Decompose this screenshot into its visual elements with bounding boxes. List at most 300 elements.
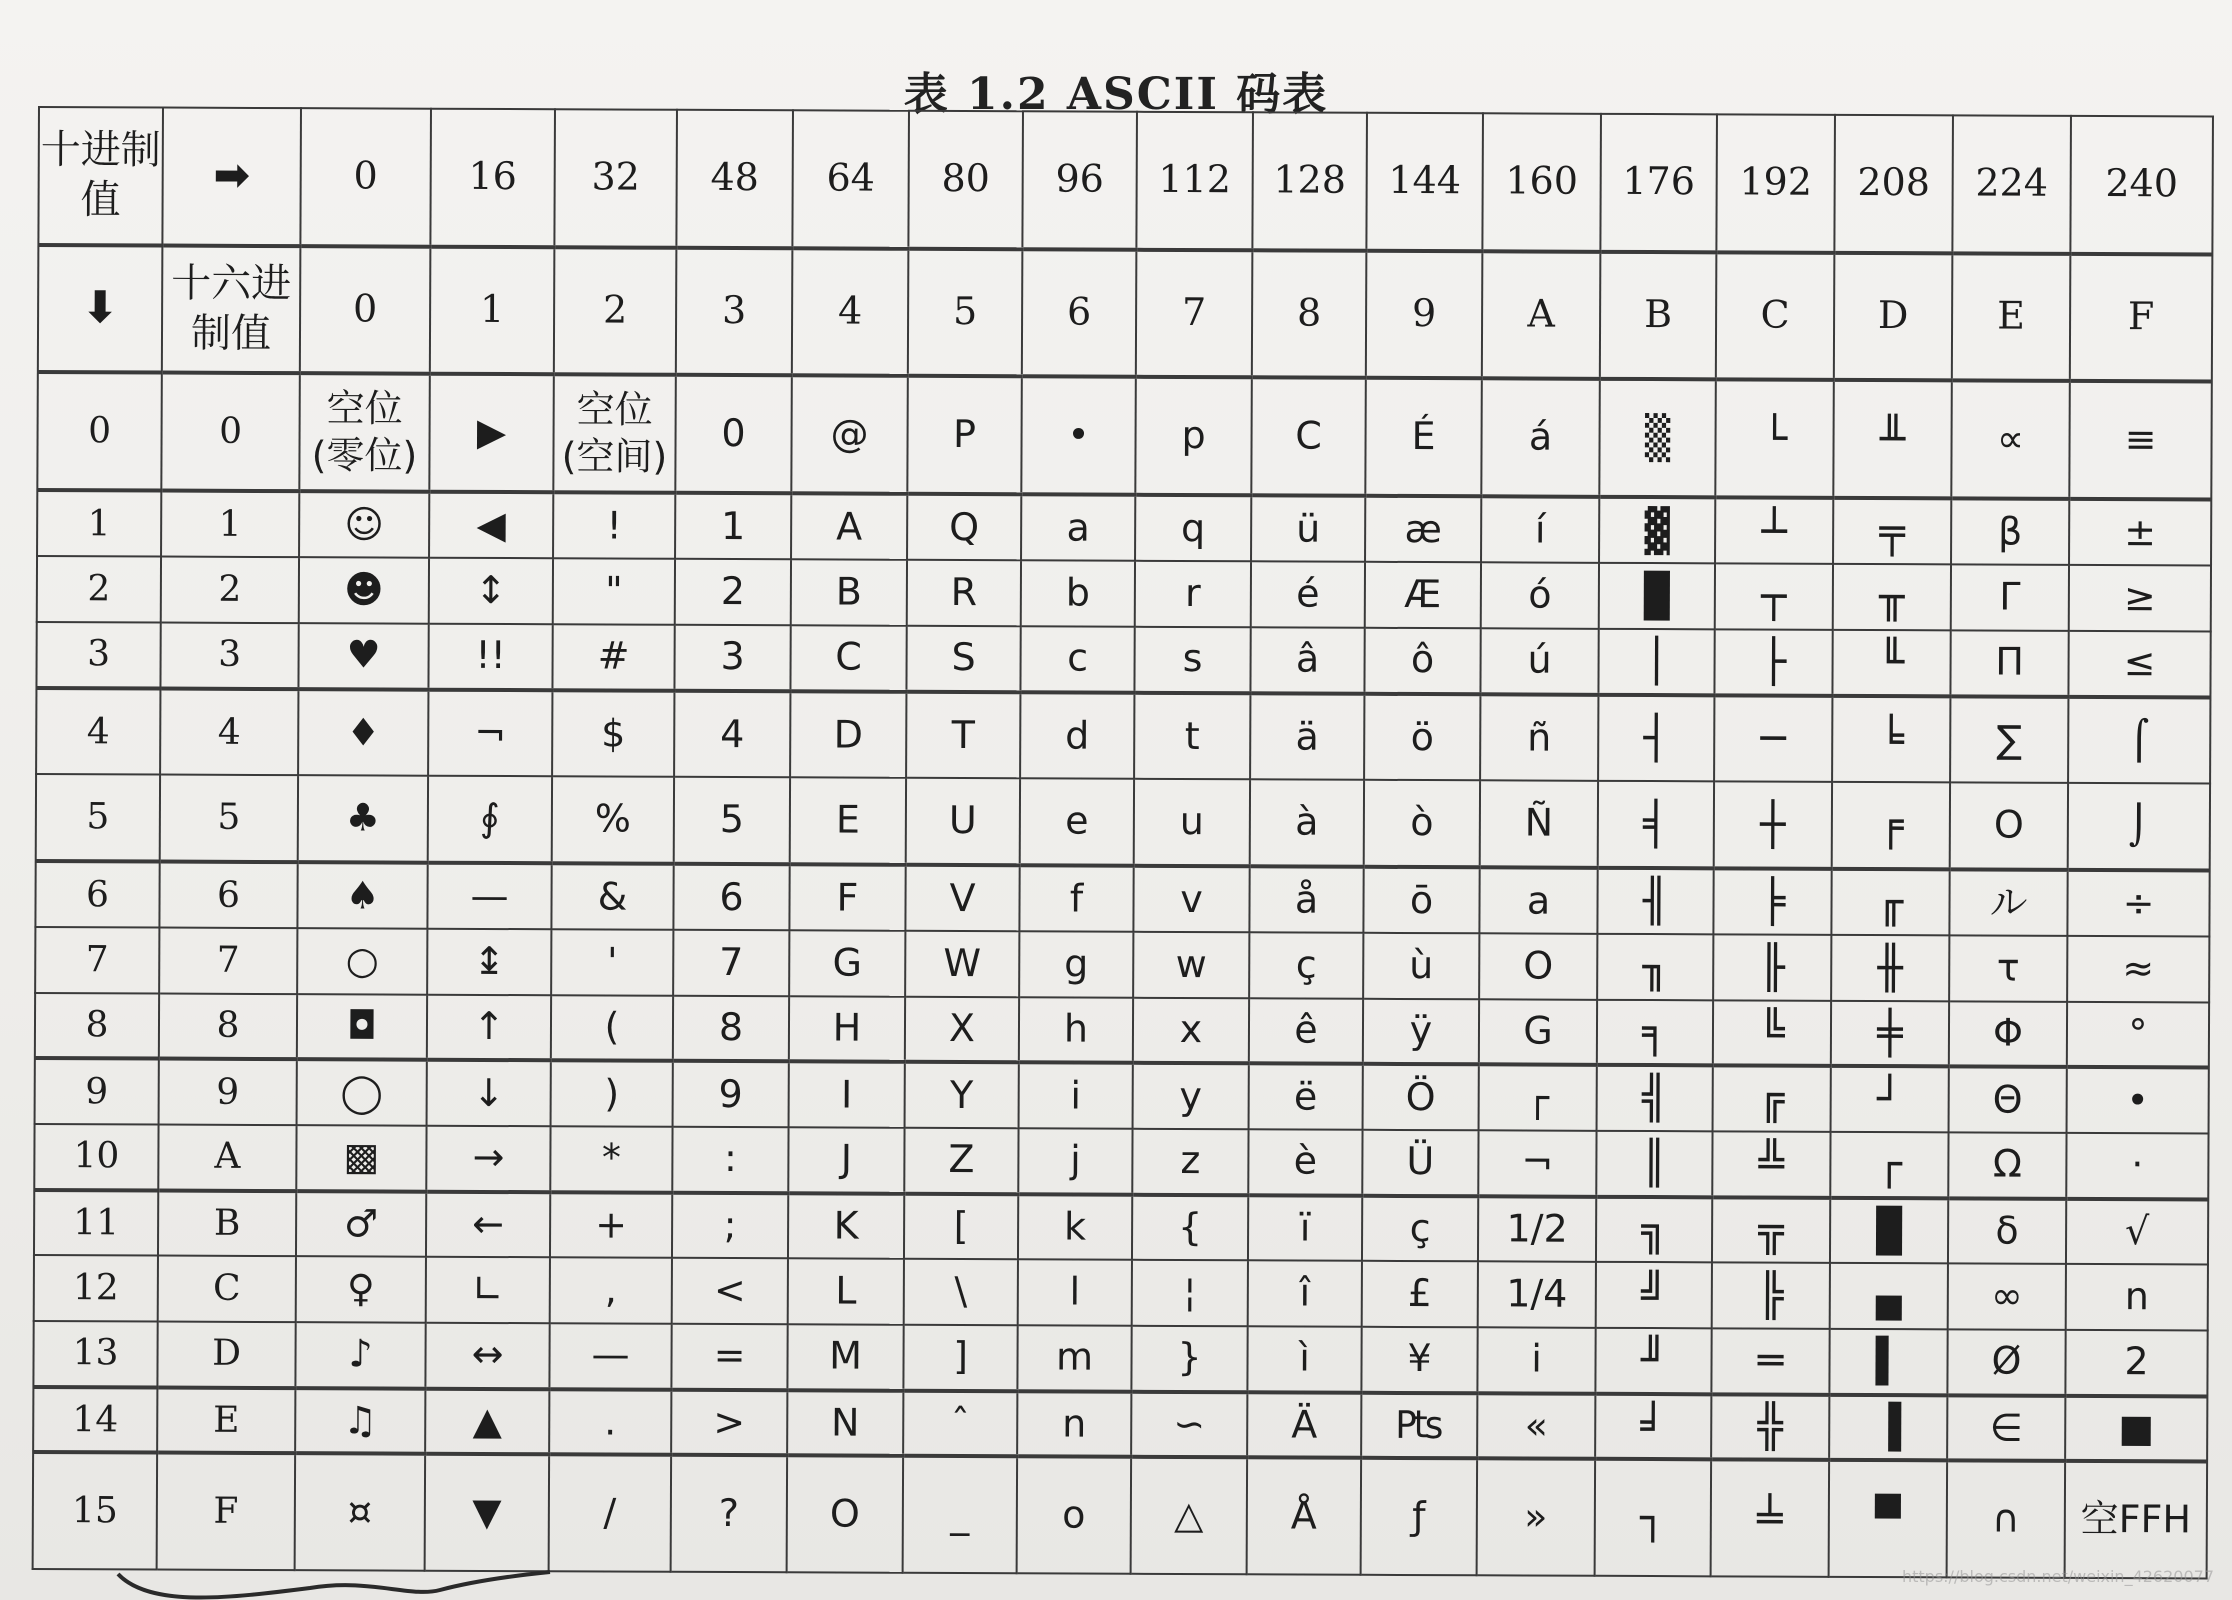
char-cell: _ [903, 1456, 1018, 1573]
decimal-col-header: 192 [1716, 114, 1835, 252]
table-row [36, 687, 2210, 783]
char-cell: ♂ [296, 1191, 426, 1257]
char-cell: e [1020, 779, 1134, 866]
char-cell: ┴ [1715, 498, 1833, 564]
char-cell: ± [2069, 499, 2211, 565]
char-cell: ↕ [429, 558, 553, 624]
char-cell: 1 [675, 493, 791, 559]
char-cell: > [671, 1389, 787, 1455]
char-cell: ■ [2065, 1395, 2207, 1461]
row-hex-value: F [157, 1453, 296, 1570]
char-cell: ▀ [1829, 1460, 1948, 1577]
char-cell: E [790, 778, 906, 865]
char-cell: ÿ [1363, 998, 1479, 1064]
char-cell: ∈ [1947, 1395, 2065, 1461]
char-cell: [ [904, 1193, 1018, 1259]
char-cell: å [1249, 867, 1363, 933]
char-cell: ▼ [425, 1454, 550, 1571]
decimal-col-header: 16 [430, 109, 555, 247]
char-cell: ↑ [427, 994, 551, 1060]
char-cell: n [1017, 1391, 1131, 1457]
char-cell: ▐ [1829, 1394, 1947, 1460]
char-cell: ╖ [1597, 934, 1713, 1000]
row-decimal-value: 9 [35, 1058, 159, 1124]
char-cell: Y [905, 1062, 1019, 1128]
char-cell: ÷ [2067, 870, 2209, 936]
row-hex-value: 3 [160, 622, 298, 688]
char-cell: U [906, 778, 1020, 865]
row-decimal-value: 14 [33, 1387, 157, 1453]
char-cell: G [1479, 999, 1597, 1065]
char-cell: O [1479, 933, 1597, 999]
char-cell: • [1021, 376, 1136, 495]
char-cell: ╪ [1831, 1000, 1949, 1066]
char-cell: è [1248, 1129, 1362, 1195]
char-cell: ò [1364, 780, 1480, 867]
char-cell: V [905, 865, 1019, 931]
decimal-col-header: 112 [1136, 112, 1253, 250]
table-row [35, 861, 2209, 936]
char-cell: ╩ [1712, 1131, 1830, 1197]
row-hex-value: 9 [159, 1059, 297, 1125]
char-cell: ┼ [1714, 782, 1832, 869]
decimal-col-header: 48 [676, 110, 793, 248]
char-cell: ╕ [1597, 999, 1713, 1065]
char-cell: ˆ [903, 1390, 1017, 1456]
row-decimal-value: 4 [36, 687, 160, 774]
char-cell: ō [1363, 867, 1479, 933]
char-cell: ⌠ [2068, 696, 2210, 783]
char-cell: 5 [674, 777, 790, 864]
decimal-col-header: 96 [1022, 111, 1137, 249]
char-cell: ∽ [1131, 1391, 1247, 1457]
char-cell: c [1020, 626, 1134, 692]
char-cell: ä [1250, 693, 1364, 780]
row-decimal-value: 12 [34, 1255, 158, 1321]
char-cell: ∑ [1950, 696, 2068, 783]
table-row [36, 622, 2210, 697]
char-cell: W [905, 931, 1019, 997]
char-cell: î [1248, 1261, 1362, 1327]
table-row [36, 774, 2210, 870]
hex-col-header: D [1834, 253, 1953, 381]
char-cell: æ [1365, 496, 1481, 562]
char-cell: ö [1364, 693, 1480, 780]
char-cell: ─ [1714, 695, 1832, 782]
row-decimal-value: 8 [35, 993, 159, 1059]
char-cell: @ [791, 375, 908, 494]
row-hex-value: 1 [161, 491, 299, 557]
char-cell: t [1134, 692, 1250, 779]
char-cell: ╜ [1595, 1328, 1711, 1394]
char-cell: / [549, 1455, 672, 1572]
char-cell: = [671, 1324, 787, 1390]
char-cell: w [1133, 932, 1249, 998]
hex-col-header: F [2070, 254, 2213, 382]
char-cell: ╘ [1832, 695, 1950, 782]
char-cell: β [1951, 499, 2069, 565]
char-cell: g [1019, 931, 1133, 997]
char-cell: d [1020, 692, 1134, 779]
hex-col-header: 3 [676, 248, 793, 376]
char-cell: ╣ [1597, 1065, 1713, 1131]
char-cell: X [905, 996, 1019, 1062]
hex-label: 十六进制值 [162, 245, 301, 373]
table-row [33, 1387, 2207, 1462]
char-cell: Π [1950, 630, 2068, 696]
char-cell: Z [904, 1128, 1018, 1194]
table-row [37, 372, 2211, 500]
char-cell: ? [671, 1455, 788, 1572]
pen-scribble [110, 1568, 570, 1600]
char-cell: ¥ [1361, 1327, 1477, 1393]
char-cell: ◘ [297, 994, 427, 1060]
char-cell: " [553, 558, 675, 624]
char-cell: i [1477, 1327, 1595, 1393]
char-cell: ╤ [1833, 498, 1951, 564]
char-cell: ♪ [295, 1322, 425, 1388]
char-cell: à [1250, 780, 1364, 867]
char-cell: ◀ [429, 492, 553, 558]
char-cell: ∟ [426, 1257, 550, 1323]
char-cell: ╡ [1598, 781, 1714, 868]
row-hex-value: 5 [160, 775, 298, 862]
table-row [34, 1124, 2208, 1199]
char-cell: ù [1363, 933, 1479, 999]
char-cell: ┌ [1830, 1132, 1948, 1198]
row-hex-value: C [158, 1256, 296, 1322]
hex-col-header: C [1716, 252, 1835, 380]
decimal-col-header: 224 [1952, 115, 2071, 253]
char-cell: ╗ [1596, 1196, 1712, 1262]
char-cell: ☺ [299, 492, 429, 558]
char-cell: ▒ [1599, 379, 1716, 498]
char-cell: O [1950, 783, 2068, 870]
char-cell: C [790, 625, 906, 691]
char-cell: Æ [1365, 562, 1481, 628]
char-cell: ╝ [1596, 1262, 1712, 1328]
row-hex-value: 2 [161, 557, 299, 623]
char-cell: ç [1362, 1195, 1478, 1261]
char-cell: I [789, 1062, 905, 1128]
char-cell: 空FFH [2065, 1461, 2208, 1578]
char-cell: } [1131, 1326, 1247, 1392]
char-cell: f [1019, 866, 1133, 932]
char-cell: ) [551, 1060, 673, 1126]
char-cell: u [1134, 779, 1250, 866]
char-cell: Ö [1363, 1064, 1479, 1130]
char-cell: ├ [1714, 629, 1832, 695]
char-cell: │ [1598, 629, 1714, 695]
char-cell: Φ [1949, 1001, 2067, 1067]
char-cell: ≡ [2069, 381, 2212, 500]
char-cell: 4 [674, 690, 790, 777]
char-cell: m [1017, 1325, 1131, 1391]
char-cell: — [427, 863, 551, 929]
char-cell: « [1477, 1393, 1595, 1459]
char-cell: a [1479, 868, 1597, 934]
char-cell: ₧ [1361, 1392, 1477, 1458]
char-cell: + [550, 1192, 672, 1258]
char-cell: █ [1599, 563, 1715, 629]
char-cell: % [552, 777, 674, 864]
char-cell: ( [551, 995, 673, 1061]
char-cell: ╫ [1831, 935, 1949, 1001]
char-cell: △ [1131, 1457, 1248, 1574]
char-cell: ê [1249, 998, 1363, 1064]
char-cell: o [1017, 1457, 1132, 1574]
char-cell: ƒ [1361, 1458, 1478, 1575]
table-title: 表 1.2 ASCII 码表 [903, 69, 1329, 120]
char-cell: ╔ [1713, 1066, 1831, 1132]
char-cell: 空位(零位) [299, 373, 430, 492]
hex-col-header: 8 [1252, 250, 1367, 378]
hex-col-header: 5 [908, 249, 1023, 377]
row-decimal-value: 13 [33, 1321, 157, 1387]
char-cell: r [1135, 561, 1251, 627]
char-cell: É [1365, 378, 1482, 497]
char-cell: ] [903, 1325, 1017, 1391]
char-cell: Γ [1951, 565, 2069, 631]
char-cell: ○ [297, 928, 427, 994]
decimal-col-header: 144 [1366, 113, 1483, 251]
row-hex-value: 6 [159, 862, 297, 928]
char-cell: ╒ [1832, 782, 1950, 869]
char-cell: £ [1362, 1261, 1478, 1327]
table-row [37, 556, 2211, 631]
char-cell: ╠ [1712, 1263, 1830, 1329]
char-cell: Å [1247, 1458, 1362, 1575]
char-cell: a [1021, 495, 1135, 561]
char-cell: █ [1830, 1197, 1948, 1263]
char-cell: # [552, 624, 674, 690]
decimal-col-header: 176 [1600, 114, 1717, 252]
decimal-col-header: 80 [908, 111, 1023, 249]
hex-col-header: 0 [300, 246, 431, 374]
char-cell: ▲ [425, 1388, 549, 1454]
char-cell: Ω [1948, 1132, 2066, 1198]
char-cell: ô [1364, 628, 1480, 694]
char-cell: ♥ [298, 623, 428, 689]
hex-col-header: 4 [792, 248, 909, 376]
char-cell: ñ [1480, 694, 1598, 781]
char-cell: ↔ [425, 1323, 549, 1389]
char-cell: ル [1949, 870, 2067, 936]
ascii-table [32, 106, 2214, 1579]
char-cell: ╚ [1713, 1000, 1831, 1066]
char-cell: ≈ [2067, 936, 2209, 1002]
row-decimal-value: 1 [37, 490, 161, 556]
char-cell: Q [907, 494, 1021, 560]
char-cell: l [1018, 1260, 1132, 1326]
char-cell: ≥ [2069, 565, 2211, 631]
char-cell: é [1251, 561, 1365, 627]
table-row [34, 1190, 2208, 1265]
char-cell: ì [1247, 1326, 1361, 1392]
arrow-right-icon: ➡ [162, 108, 301, 246]
char-cell: ┐ [1595, 1459, 1712, 1576]
watermark: https://blog.csdn.net/weixin_42620077 [1901, 1567, 2214, 1586]
char-cell: ┬ [1715, 563, 1833, 629]
char-cell: & [551, 863, 673, 929]
decimal-label: 十进制值 [38, 107, 163, 245]
char-cell: ú [1480, 628, 1598, 694]
char-cell: T [906, 691, 1020, 778]
char-cell: ♠ [297, 862, 427, 928]
hex-col-header: B [1600, 252, 1717, 380]
char-cell: < [672, 1258, 788, 1324]
char-cell: 1/2 [1478, 1196, 1596, 1262]
row-hex-value: B [158, 1190, 296, 1256]
row-hex-value: A [158, 1124, 296, 1190]
row-decimal-value: 0 [37, 372, 162, 491]
char-cell: ° [2067, 1001, 2209, 1067]
char-cell: ┌ [1479, 1065, 1597, 1131]
char-cell: 2 [675, 559, 791, 625]
char-cell: ╬ [1711, 1394, 1829, 1460]
char-cell: Ñ [1480, 781, 1598, 868]
char-cell: !! [428, 624, 552, 690]
char-cell: ╢ [1597, 868, 1713, 934]
ascii-table-wrapper [32, 106, 2210, 1579]
char-cell: S [906, 626, 1020, 692]
char-cell: ╛ [1595, 1393, 1711, 1459]
row-decimal-value: 6 [35, 861, 159, 927]
char-cell: · [2066, 1133, 2208, 1199]
decimal-col-header: 128 [1252, 112, 1367, 250]
row-decimal-value: 2 [37, 556, 161, 622]
hex-col-header: E [1952, 253, 2071, 381]
char-cell: D [790, 691, 906, 778]
table-row [37, 490, 2211, 565]
char-cell: . [549, 1389, 671, 1455]
char-cell: x [1133, 997, 1249, 1063]
char-cell: : [672, 1127, 788, 1193]
char-cell: ë [1249, 1064, 1363, 1130]
char-cell: ♣ [298, 776, 428, 863]
row-decimal-value: 10 [34, 1124, 158, 1190]
row-hex-value: 7 [159, 927, 297, 993]
row-decimal-value: 3 [36, 622, 160, 688]
char-cell: ╨ [1833, 380, 1952, 499]
char-cell: ü [1251, 496, 1365, 562]
char-cell: ╞ [1713, 869, 1831, 935]
char-cell: ╟ [1713, 934, 1831, 1000]
char-cell: ≤ [2068, 631, 2210, 697]
hex-col-header: 1 [430, 246, 555, 374]
char-cell: â [1250, 627, 1364, 693]
char-cell: K [788, 1193, 904, 1259]
char-cell: ♦ [298, 689, 428, 776]
char-cell: ! [553, 493, 675, 559]
char-cell: ♀ [296, 1256, 426, 1322]
char-cell: 2 [2065, 1330, 2207, 1396]
char-cell: L [788, 1259, 904, 1325]
char-cell: ⌡ [2068, 783, 2210, 870]
char-cell: F [789, 865, 905, 931]
char-cell: ╦ [1712, 1197, 1830, 1263]
char-cell: ∩ [1947, 1461, 2066, 1578]
char-cell: ∝ [1951, 380, 2070, 499]
table-row [35, 1058, 2209, 1133]
decimal-col-header: 32 [554, 109, 677, 247]
char-cell: á [1481, 378, 1600, 497]
header-row-hex [38, 245, 2213, 382]
decimal-col-header: 208 [1834, 115, 1953, 253]
char-cell: ▩ [296, 1125, 426, 1191]
hex-col-header: 7 [1136, 250, 1253, 378]
char-cell: ═ [1711, 1328, 1829, 1394]
char-cell: q [1135, 495, 1251, 561]
char-cell: ▶ [429, 374, 554, 493]
row-hex-value: 4 [160, 688, 298, 775]
char-cell: 6 [673, 864, 789, 930]
char-cell: ∮ [428, 776, 552, 863]
char-cell: ╙ [1832, 630, 1950, 696]
char-cell: 9 [673, 1061, 789, 1127]
row-hex-value: E [157, 1387, 295, 1453]
char-cell: ▌ [1829, 1329, 1947, 1395]
char-cell: — [549, 1323, 671, 1389]
char-cell: ∞ [1948, 1264, 2066, 1330]
char-cell: Ø [1947, 1329, 2065, 1395]
hex-col-header: 2 [554, 247, 677, 375]
char-cell: ¤ [295, 1453, 426, 1570]
char-cell: ¦ [1132, 1260, 1248, 1326]
char-cell: τ [1949, 935, 2067, 1001]
char-cell: ◯ [297, 1059, 427, 1125]
row-hex-value: D [157, 1321, 295, 1387]
char-cell: B [791, 559, 907, 625]
char-cell: ╥ [1833, 564, 1951, 630]
char-cell: A [791, 494, 907, 560]
char-cell: ← [426, 1191, 550, 1257]
table-row [35, 927, 2209, 1002]
char-cell: G [789, 930, 905, 996]
char-cell: ↨ [427, 929, 551, 995]
char-cell: $ [552, 690, 674, 777]
table-row [34, 1255, 2208, 1330]
char-cell: y [1133, 1063, 1249, 1129]
char-cell: p [1135, 377, 1252, 496]
header-row-decimal [38, 107, 2213, 254]
char-cell: ; [672, 1192, 788, 1258]
char-cell: ┤ [1598, 694, 1714, 781]
char-cell: C [1251, 377, 1366, 496]
char-cell: ▄ [1830, 1263, 1948, 1329]
char-cell: ¬ [1478, 1130, 1596, 1196]
table-row [33, 1321, 2207, 1396]
char-cell: → [426, 1126, 550, 1192]
row-decimal-value: 7 [35, 927, 159, 993]
char-cell: ☻ [299, 557, 429, 623]
char-cell: 0 [675, 375, 792, 494]
char-cell: • [2067, 1067, 2209, 1133]
char-cell: k [1018, 1194, 1132, 1260]
decimal-col-header: 240 [2070, 116, 2213, 254]
table-row [33, 1452, 2207, 1578]
char-cell: J [788, 1127, 904, 1193]
hex-col-header: A [1482, 251, 1601, 379]
char-cell: H [789, 996, 905, 1062]
char-cell: 1/4 [1478, 1262, 1596, 1328]
char-cell: └ [1715, 379, 1834, 498]
decimal-col-header: 0 [300, 108, 431, 246]
arrow-down-icon: ⬇ [38, 245, 163, 373]
char-cell: z [1132, 1129, 1248, 1195]
char-cell: ▓ [1599, 497, 1715, 563]
char-cell: * [550, 1126, 672, 1192]
